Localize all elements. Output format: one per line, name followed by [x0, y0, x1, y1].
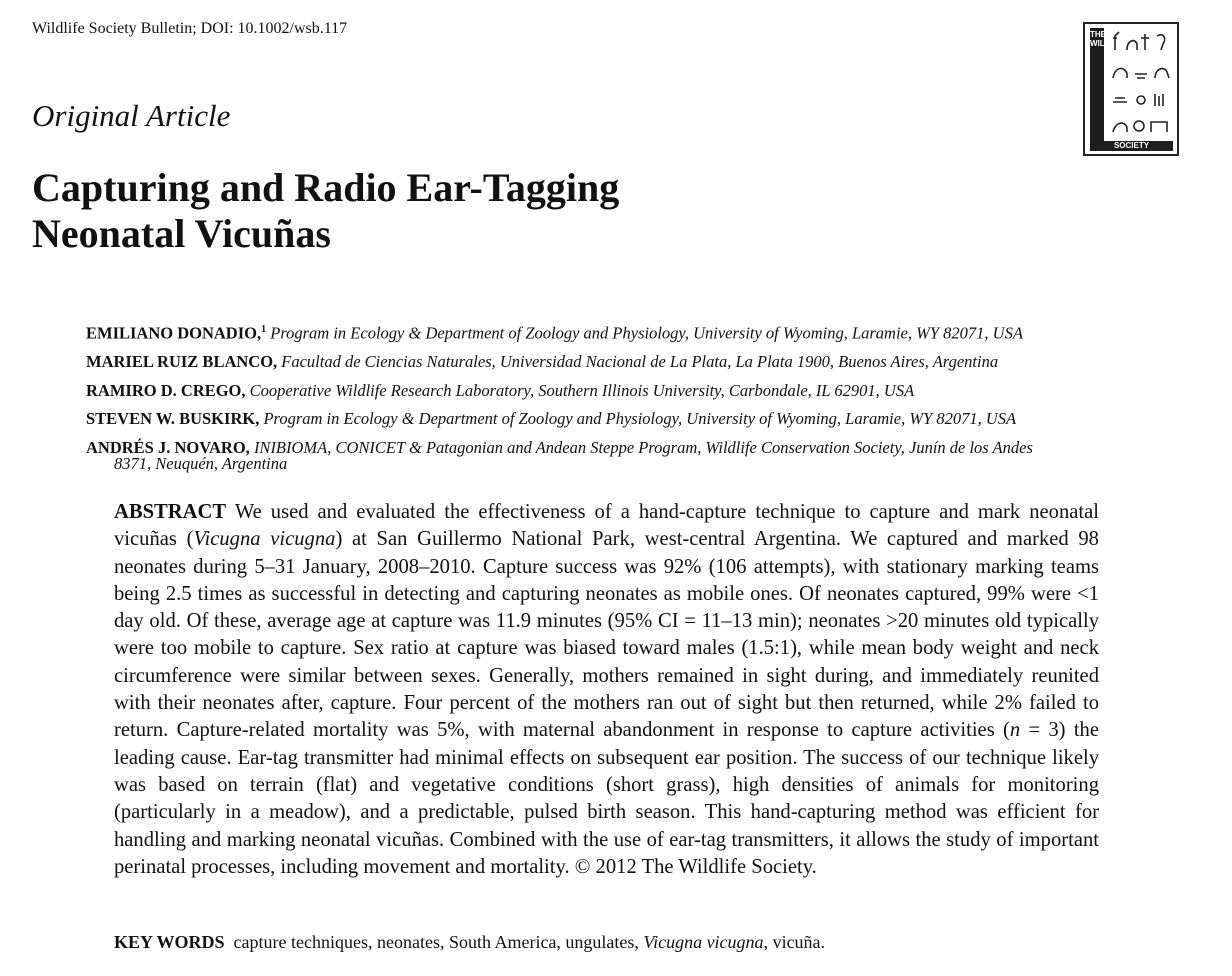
author-entry: [86, 377, 1166, 406]
abstract-label: ABSTRACT: [114, 501, 227, 523]
abstract-text-part-3: = 3) the leading cause. Ear-tag transmitter had minimal effects on subsequent ear position. The success of our technique likely was based on terrain (flat) and vegetative conditions (short grass), high densities of animals for monitoring (particularly in a meadow), and a predictable, pulsed birth season. This hand-capturing method was efficient for handling and marking neonatal vicuñas. Combined with the use of ear-tag transmitters, it allows the study of important perinatal processes, including movement and mortality. © 2012 The Wildlife Society.: [114, 719, 1099, 878]
author-name: EMILIANO DONADIO,: [86, 323, 262, 343]
author-name: MARIEL RUIZ BLANCO,: [86, 352, 278, 371]
article-type: Original Article: [32, 98, 231, 133]
hieroglyph-icon: [1107, 28, 1175, 140]
author-entry: [86, 405, 1166, 434]
abstract-species-name: Vicugna vicugna: [193, 528, 336, 551]
title-line-2: Neonatal Vicuñas: [32, 211, 331, 256]
logo-bottom-text: SOCIETY: [1090, 141, 1173, 151]
abstract-n-variable: n: [1009, 719, 1021, 742]
author-name: STEVEN W. BUSKIRK,: [86, 409, 260, 428]
journal-citation: Wildlife Society Bulletin; DOI: 10.1002/wsb.117: [32, 20, 348, 37]
author-name: ANDRÉS J. NOVARO,: [86, 437, 250, 457]
wildlife-society-logo: [1083, 22, 1179, 156]
article-title: [32, 165, 619, 257]
author-affiliation: Program in Ecology & Department of Zoology and Physiology, University of Wyoming, Laramie, WY 82071, USA: [270, 323, 1023, 343]
author-name: RAMIRO D. CREGO,: [86, 380, 246, 400]
author-entry: [86, 434, 1166, 473]
abstract: [114, 499, 1099, 881]
author-entry: [86, 316, 1166, 348]
author-list: [86, 316, 1166, 478]
logo-vertical-text: THE WILDLIFE: [1090, 30, 1128, 48]
keywords-label: KEY WORDS: [114, 932, 225, 952]
author-affiliation: Cooperative Wildlife Research Laboratory, Southern Illinois University, Carbondale, IL 62901, USA: [249, 380, 915, 400]
author-affiliation: Facultad de Ciencias Naturales, Universidad Nacional de La Plata, La Plata 1900, Buenos Aires, Argentina: [281, 352, 999, 371]
keywords-species: Vicugna vicugna: [643, 932, 764, 952]
keywords: [114, 932, 825, 953]
title-line-1: Capturing and Radio Ear-Tagging: [32, 165, 620, 210]
keywords-text-end: , vicuña.: [763, 932, 826, 952]
author-footnote-marker: 1: [261, 324, 267, 335]
author-affiliation: INIBIOMA, CONICET & Patagonian and Andean Steppe Program, Wildlife Conservation Society, Junín de los Andes: [253, 437, 1033, 457]
author-entry: [86, 348, 1166, 377]
author-affiliation-continued: 8371, Neuquén, Argentina: [114, 454, 288, 473]
author-affiliation: Program in Ecology & Department of Zoology and Physiology, University of Wyoming, Laramie, WY 82071, USA: [263, 409, 1017, 428]
keywords-text: capture techniques, neonates, South America, ungulates,: [233, 932, 639, 952]
abstract-text-part-2: ) at San Guillermo National Park, west-central Argentina. We captured and marked 98 neonates during 5–31 January, 2008–2010. Capture success was 92% (106 attempts), with stationary marking teams being 2.5 times as successful in detecting and capturing neonates as mobile ones. Of neonates captured, 99% were <1 day old. Of these, average age at capture was 11.9 minutes (95% CI = 11–13 min); neonates >20 minutes old typically were too mobile to capture. Sex ratio at capture was biased toward males (1.5:1), while mean body weight and neck circumference were similar between sexes. Generally, mothers remained in sight during, and immediately reunited with their neonates after, capture. Four percent of the mothers ran out of sight but then returned, while 2% failed to return. Capture-related mortality was 5%, with maternal abandonment in response to capture activities (: [114, 528, 1099, 742]
abstract-text-part-1: We used and evaluated the effectiveness of a hand-capture technique to capture and mark neonatal vicuñas (: [114, 501, 1099, 551]
